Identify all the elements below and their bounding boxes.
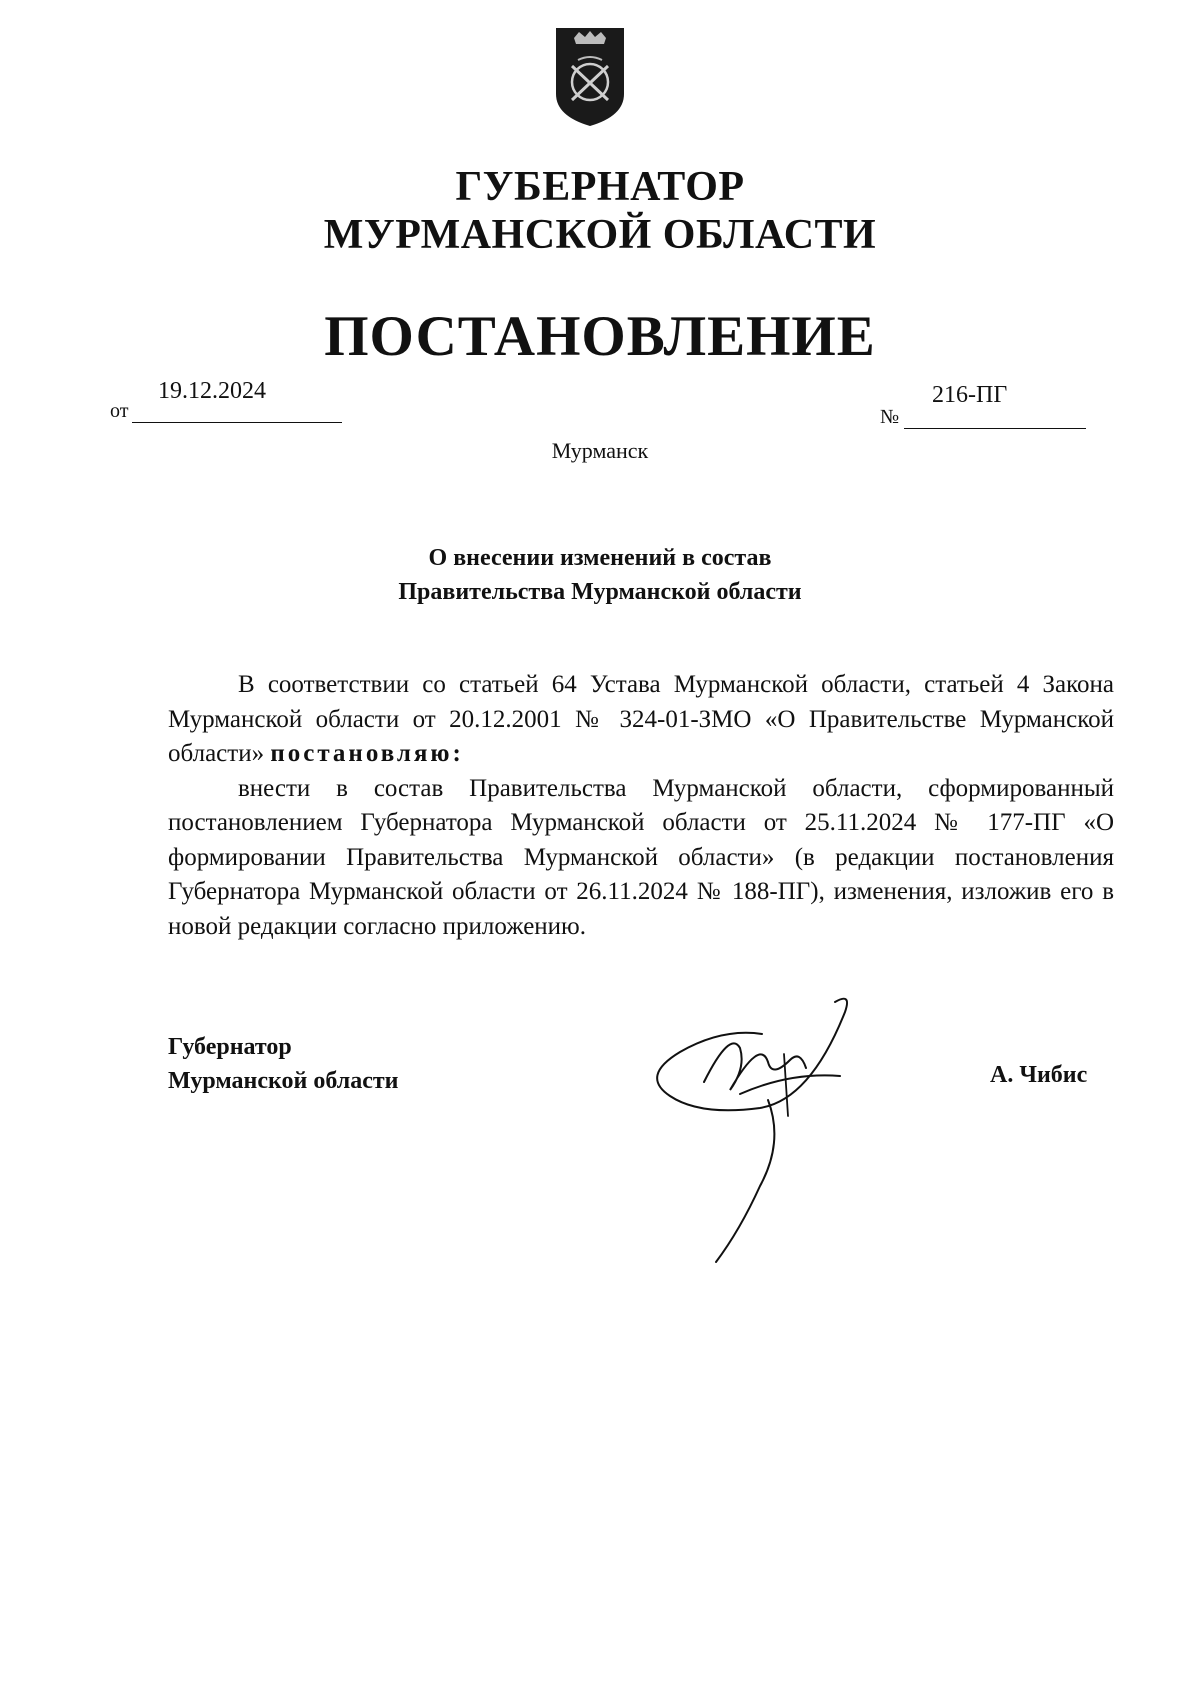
signatory-name: А. Чибис bbox=[990, 1062, 1088, 1088]
document-date-field bbox=[110, 378, 340, 428]
document-number: 216-ПГ bbox=[932, 382, 1008, 408]
signatory-position-line2: Мурманской области bbox=[168, 1068, 399, 1094]
document-body bbox=[168, 668, 1114, 944]
document-city: Мурманск bbox=[551, 438, 649, 463]
resolution-keyword: постановляю: bbox=[270, 740, 464, 767]
handwritten-signature-icon bbox=[640, 990, 910, 1290]
body-paragraph-1-text: В соответствии со статьей 64 Устава Мурманской области, статьей 4 Закона Мурманской области от 20.12.2001 № 324-01-ЗМО «О Правительстве Мурманской области» bbox=[168, 671, 1114, 767]
document-subject-line1: О внесении изменений в состав bbox=[428, 545, 772, 571]
signatory-position bbox=[168, 1030, 398, 1098]
document-date: 19.12.2024 bbox=[158, 378, 266, 404]
number-prefix: № bbox=[880, 406, 900, 428]
document-subject-line2: Правительства Мурманской области bbox=[398, 579, 802, 605]
authority-title-line2: МУРМАНСКОЙ ОБЛАСТИ bbox=[323, 212, 877, 258]
number-underline bbox=[904, 428, 1086, 429]
body-paragraph-2: внести в состав Правительства Мурманской области, сформированный постановлением Губернатора Мурманской области от 25.11.2024 № 177-ПГ «О формировании Правительства Мурманской области» (в редакции постановления Губернатора Мурманской области от 26.11.2024 № 188-ПГ), изменения, изложив его в новой редакции согласно приложению. bbox=[168, 774, 1114, 940]
body-paragraph-1 bbox=[168, 668, 1114, 772]
coat-of-arms-icon bbox=[552, 24, 628, 128]
date-underline bbox=[132, 422, 342, 423]
document-number-field bbox=[880, 382, 1100, 434]
document-type-title: ПОСТАНОВЛЕНИЕ bbox=[324, 305, 876, 368]
authority-title-line1: ГУБЕРНАТОР bbox=[455, 164, 745, 210]
date-prefix: от bbox=[110, 400, 129, 422]
signatory-position-line1: Губернатор bbox=[168, 1034, 292, 1060]
